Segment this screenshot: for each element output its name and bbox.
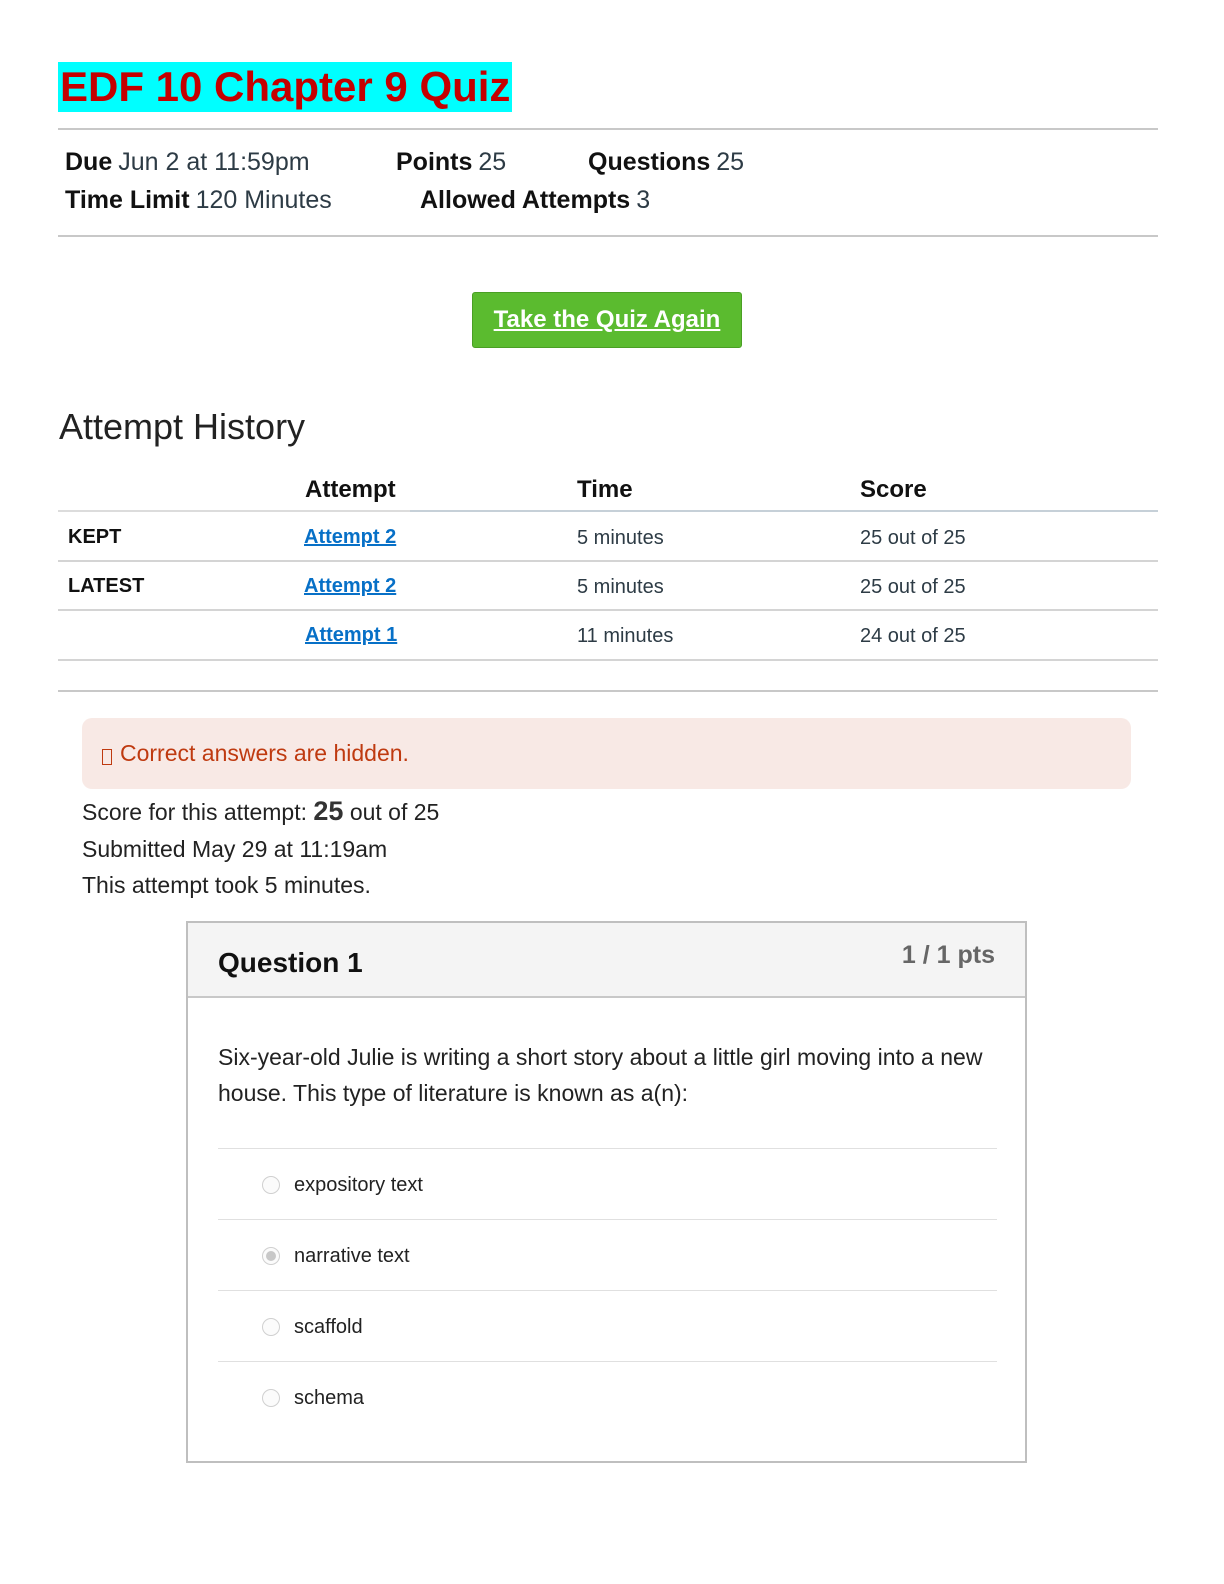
attempt-score: 24 out of 25 [860, 625, 966, 647]
table-row-divider [58, 609, 1158, 611]
column-header-score: Score [860, 476, 927, 503]
option-divider [218, 1219, 997, 1220]
submitted-time: Submitted May 29 at 11:19am [82, 836, 388, 862]
row-label-latest: LATEST [68, 575, 145, 597]
option-divider [218, 1361, 997, 1362]
attempt-time: 5 minutes [577, 576, 664, 598]
page-title: EDF 10 Chapter 9 Quiz [60, 63, 511, 110]
time-limit: Time Limit 120 Minutes [65, 186, 332, 214]
question-text: Six-year-old Julie is writing a short story about a little girl moving into a new house. This type of literature is known as a(n): [218, 1044, 983, 1106]
question-header [188, 923, 1025, 998]
option-label: narrative text [294, 1244, 410, 1267]
column-header-attempt: Attempt [305, 476, 396, 503]
divider [58, 690, 1158, 692]
question-card [186, 921, 1027, 1463]
table-row-divider [58, 560, 1158, 562]
answer-option[interactable] [262, 1383, 364, 1413]
row-label-kept: KEPT [68, 526, 122, 548]
attempt-history-title: Attempt History [59, 406, 306, 447]
radio-button[interactable] [262, 1176, 280, 1194]
question-title: Question 1 [218, 947, 363, 978]
attempt-score-summary: Score for this attempt: 25 out of 25 [82, 796, 440, 826]
column-header-time: Time [577, 476, 633, 503]
attempt-link[interactable]: Attempt 1 [305, 624, 398, 646]
take-quiz-again-button[interactable]: Take the Quiz Again [472, 292, 742, 348]
radio-button-selected[interactable] [262, 1247, 280, 1265]
warning-icon [102, 749, 112, 765]
option-label: expository text [294, 1173, 423, 1196]
allowed-attempts: Allowed Attempts 3 [420, 186, 651, 214]
attempt-time: 11 minutes [577, 625, 674, 647]
option-divider [218, 1290, 997, 1291]
attempt-link[interactable]: Attempt 2 [304, 575, 397, 597]
table-divider [58, 510, 410, 512]
answer-option[interactable] [262, 1170, 423, 1200]
question-points: 1 / 1 pts [901, 941, 995, 969]
alert-text: Correct answers are hidden. [120, 740, 409, 766]
attempt-score: 25 out of 25 [860, 527, 966, 549]
due-date: Due Jun 2 at 11:59pm [65, 148, 310, 176]
answers-hidden-alert [82, 718, 1131, 789]
questions-count: Questions 25 [588, 148, 745, 176]
option-divider [218, 1148, 997, 1149]
answer-option[interactable] [262, 1241, 410, 1271]
option-label: schema [294, 1386, 365, 1409]
divider [58, 235, 1158, 237]
points: Points 25 [396, 148, 507, 176]
score-value: 25 [313, 796, 344, 826]
table-divider [410, 510, 1158, 512]
answer-option[interactable] [262, 1312, 363, 1342]
attempt-link[interactable]: Attempt 2 [304, 526, 397, 548]
radio-button[interactable] [262, 1318, 280, 1336]
option-label: scaffold [294, 1315, 363, 1338]
attempt-score: 25 out of 25 [860, 576, 966, 598]
attempt-duration: This attempt took 5 minutes. [82, 872, 371, 898]
radio-button[interactable] [262, 1389, 280, 1407]
attempt-time: 5 minutes [577, 527, 664, 549]
table-row-divider [58, 659, 1158, 661]
divider [58, 128, 1158, 130]
